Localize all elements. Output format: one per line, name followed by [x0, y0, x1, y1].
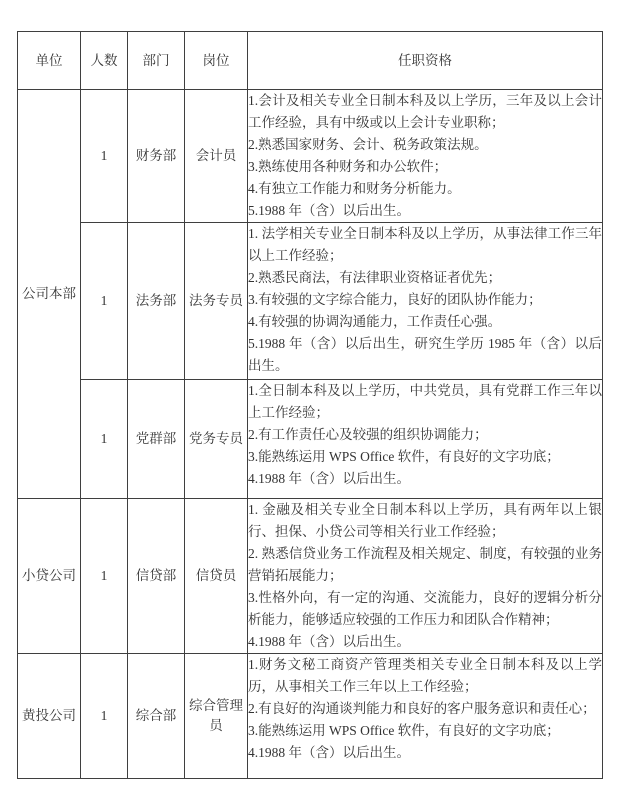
table-row [18, 499, 603, 654]
unit-cell: 黄投公司 [18, 654, 81, 779]
qualification-item: 3.性格外向，有一定的沟通、交流能力，良好的逻辑分析分析能力，能够适应较强的工作压力和团队合作精神； [248, 590, 602, 627]
qualification-item: 2. 熟悉信贷业务工作流程及相关规定、制度，有较强的业务营销拓展能力； [248, 546, 602, 583]
header-position: 岗位 [185, 32, 248, 90]
header-unit: 单位 [18, 32, 81, 90]
qualification-item: 1. 金融及相关专业全日制本科以上学历，具有两年以上银行、担保、小贷公司等相关行业工作经验； [248, 502, 602, 539]
qualifications-cell [248, 654, 603, 779]
unit-cell: 小贷公司 [18, 499, 81, 654]
qualification-item: 4.1988 年（含）以后出生。 [248, 471, 410, 486]
qualification-item: 2.熟悉民商法，有法律职业资格证者优先； [248, 270, 502, 285]
qualification-item: 2.有工作责任心及较强的组织协调能力； [248, 427, 488, 442]
table-row [18, 90, 603, 223]
qualification-item: 3.能熟练运用 WPS Office 软件，有良好的文字功底； [248, 723, 560, 738]
count-cell: 1 [81, 223, 128, 380]
qualification-item: 1.全日制本科及以上学历，中共党员，具有党群工作三年以上工作经验； [248, 383, 602, 420]
qualifications-cell [248, 380, 603, 499]
dept-cell: 综合部 [128, 654, 185, 779]
count-cell: 1 [81, 654, 128, 779]
table-header-row [18, 32, 603, 90]
qualification-item: 4.1988 年（含）以后出生。 [248, 634, 410, 649]
qualifications-cell [248, 90, 603, 223]
qualification-item: 3.有较强的文字综合能力，良好的团队协作能力； [248, 292, 542, 307]
qualification-item: 5.1988 年（含）以后出生，研究生学历 1985 年（含）以后出生。 [248, 336, 602, 373]
count-cell: 1 [81, 499, 128, 654]
qualification-item: 2.熟悉国家财务、会计、税务政策法规。 [248, 137, 488, 152]
count-cell: 1 [81, 380, 128, 499]
table-row [18, 223, 603, 380]
unit-cell: 公司本部 [18, 90, 81, 499]
qualification-item: 3.熟练使用各种财务和办公软件； [248, 159, 448, 174]
qualification-item: 4.有较强的协调沟通能力，工作责任心强。 [248, 314, 502, 329]
dept-cell: 信贷部 [128, 499, 185, 654]
qualification-item: 4.有独立工作能力和财务分析能力。 [248, 181, 461, 196]
qualification-item: 1.会计及相关专业全日制本科及以上学历，三年及以上会计工作经验，具有中级或以上会计专业职称； [248, 93, 602, 130]
header-dept: 部门 [128, 32, 185, 90]
recruitment-table [17, 31, 603, 779]
position-cell: 法务专员 [185, 223, 248, 380]
dept-cell: 法务部 [128, 223, 185, 380]
count-cell: 1 [81, 90, 128, 223]
position-cell: 党务专员 [185, 380, 248, 499]
table-row [18, 380, 603, 499]
qualification-item: 4.1988 年（含）以后出生。 [248, 745, 410, 760]
qualification-item: 1.财务文秘工商资产管理类相关专业全日制本科及以上学历，从事相关工作三年以上工作经验； [248, 657, 602, 694]
qualification-item: 1. 法学相关专业全日制本科及以上学历，从事法律工作三年以上工作经验； [248, 226, 602, 263]
dept-cell: 财务部 [128, 90, 185, 223]
qualification-item: 2.有良好的沟通谈判能力和良好的客户服务意识和责任心； [248, 701, 596, 716]
header-count: 人数 [81, 32, 128, 90]
qualification-item: 3.能熟练运用 WPS Office 软件，有良好的文字功底； [248, 449, 560, 464]
header-qualifications: 任职资格 [248, 32, 603, 90]
position-cell: 综合管理员 [185, 654, 248, 779]
table-row [18, 654, 603, 779]
position-cell: 信贷员 [185, 499, 248, 654]
dept-cell: 党群部 [128, 380, 185, 499]
qualification-item: 5.1988 年（含）以后出生。 [248, 203, 410, 218]
position-cell: 会计员 [185, 90, 248, 223]
qualifications-cell [248, 499, 603, 654]
qualifications-cell [248, 223, 603, 380]
